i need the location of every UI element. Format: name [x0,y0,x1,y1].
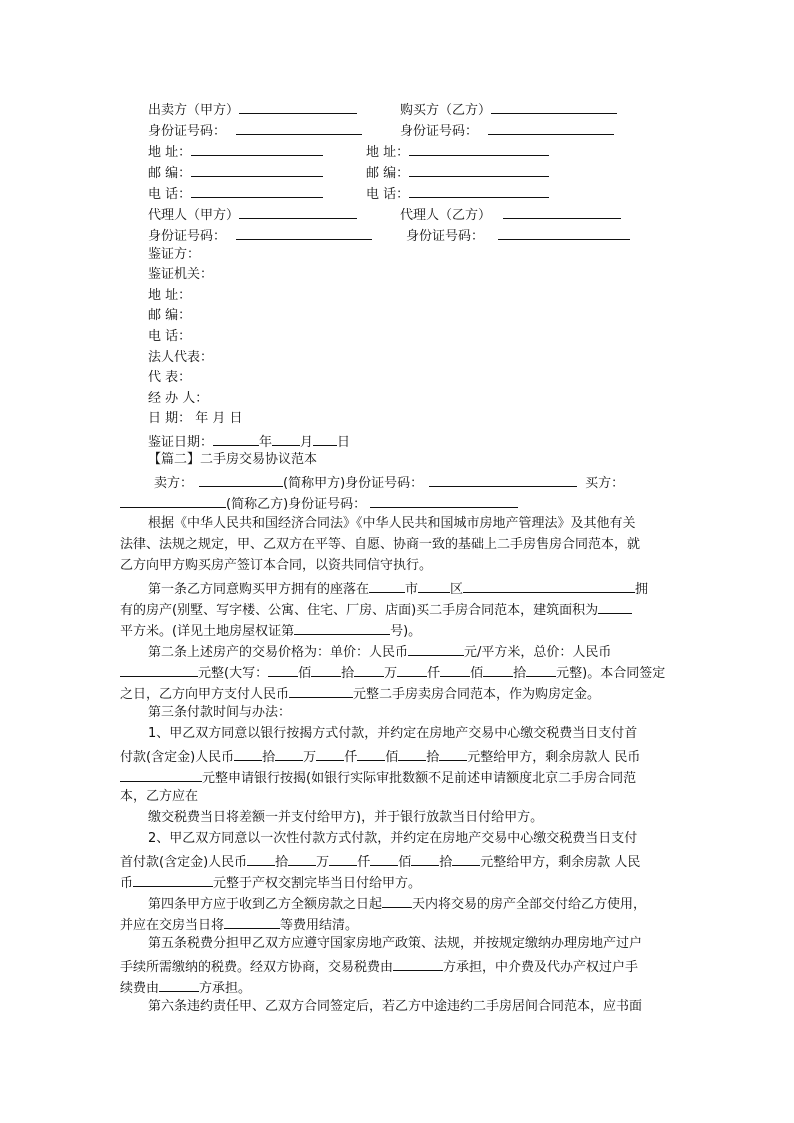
art4-line-2: 并应在交房当日将 等费用结清。 [120,915,358,934]
city-blank[interactable] [369,579,405,593]
fees-blank[interactable] [224,915,280,929]
notary-date: 日 期： 年 月 日 [148,411,243,426]
loan-amount-blank[interactable] [120,768,202,782]
days-blank[interactable] [382,894,412,908]
cap-blank-3[interactable] [354,663,384,677]
art2-line-3: 之日，乙方向甲方支付人民币 元整二手房卖房合同范本，作为购房定金。 [120,684,600,703]
notary-phone: 电 话： [148,329,192,344]
cap-blank-2[interactable] [311,663,341,677]
buyer-name-blank[interactable] [491,100,617,114]
area-blank[interactable] [598,600,632,614]
art3-p2-line-2: 首付款(含定金)人民币 拾 万 仟 佰 拾 元整给甲方，剩余房款 人民 [120,852,640,871]
art1-line-2: 有的房产(别墅、写字楼、公寓、住宅、厂房、店面)买二手房合同范本，建筑面积为 [120,600,632,619]
part2-seller-line: 卖方： (简称甲方)身份证号码： 买方： [154,473,624,492]
art3-p1-line-2: 付款(含定金)人民币 拾 万 仟 佰 拾 元整给甲方，剩余房款人 民币 [120,747,640,766]
buyer-agent-id-label: 身份证号码： [406,226,630,245]
cap-blank-6[interactable] [483,663,513,677]
seller-address-blank[interactable] [191,142,323,156]
seller-id-label: 身份证号码： [148,121,362,140]
p1-blank-2[interactable] [275,747,303,761]
art3-p2-line-3: 币 元整于产权交割完毕当日付给甲方。 [120,873,421,892]
intro-line-2: 法律、法规之规定，甲、乙双方在平等、自愿、协商一致的基础上二手房售房合同范本，就 [120,537,641,552]
buyer-agent-label: 代理人（乙方） [400,205,621,224]
notary-handler: 经 办 人： [148,391,209,406]
p2-blank-3[interactable] [329,852,357,866]
art1-line-1: 第一条乙方同意购买甲方拥有的座落在 市 区 拥 [148,579,648,598]
buyer-phone-label: 电 话： [366,184,549,203]
art3-p1-line-4: 本，乙方应在 [120,789,199,804]
buyer-postcode-blank[interactable] [409,163,549,177]
seller-address-label: 地 址： [148,142,323,161]
art3-p1-line-3: 元整申请银行按揭(如银行实际审批数额不足前述申请额度北京二手房合同范 [120,768,636,787]
buyer-address-blank[interactable] [409,142,549,156]
total-price-blank[interactable] [120,663,198,677]
seller-phone-blank[interactable] [191,184,323,198]
district-blank[interactable] [418,579,450,593]
seller-blank[interactable] [199,473,283,487]
transfer-fee-party-blank[interactable] [159,978,199,992]
seller-agent-id-blank[interactable] [236,226,372,240]
cap-blank-4[interactable] [397,663,427,677]
part2-buyer-line: (简称乙方)身份证号码： [120,494,518,513]
notary-title: 鉴证方： [148,247,201,262]
art2-line-2: 元整(大写： 佰 拾 万 仟 佰 拾 元整)。本合同签定 [120,663,665,682]
notary-address: 地 址： [148,288,192,303]
unit-price-blank[interactable] [408,642,464,656]
buyer-id-blank[interactable] [488,121,614,135]
seller-phone-label: 电 话： [148,184,323,203]
p2-blank-2[interactable] [288,852,316,866]
buyer-postcode-label: 邮 编： [366,163,549,182]
p1-blank-3[interactable] [316,747,344,761]
p1-blank-1[interactable] [234,747,262,761]
verify-month-blank[interactable] [272,432,300,446]
cap-blank-1[interactable] [268,663,298,677]
art4-line-1: 第四条甲方应于收到乙方全额房款之日起 天内将交易的房产全部交付给乙方使用， [148,894,646,913]
p2-blank-4[interactable] [370,852,398,866]
buyer-address-label: 地 址： [366,142,549,161]
seller-postcode-blank[interactable] [191,163,323,177]
buyer-label: 购买方（乙方） [400,100,617,119]
p2-blank-6[interactable] [452,852,480,866]
art3-p1-line-1: 1、甲乙双方同意以银行按揭方式付款，并约定在房地产交易中心缴交税费当日支付首 [148,726,638,741]
seller-postcode-label: 邮 编： [148,163,323,182]
p2-blank-5[interactable] [411,852,439,866]
buyer-agent-id-blank[interactable] [498,226,630,240]
art3-p2-line-1: 2、甲乙双方同意以一次性付款方式付款，并约定在房地产交易中心缴交税费当日支付 [148,831,638,846]
buyer-phone-blank[interactable] [409,184,549,198]
seller-id-number-blank[interactable] [429,473,577,487]
seller-agent-blank[interactable] [239,205,357,219]
notary-postcode: 邮 编： [148,308,192,323]
seller-label: 出卖方（甲方） [148,100,357,119]
notary-rep: 代 表： [148,370,192,385]
notary-agency: 鉴证机关： [148,267,214,282]
art5-line-3: 续费由 方承担。 [120,978,251,997]
buyer-id-number-blank[interactable] [370,494,518,508]
location-blank[interactable] [463,579,635,593]
p2-blank-1[interactable] [247,852,275,866]
art2-line-1: 第二条上述房产的交易价格为：单价：人民币 元/平方米，总价：人民币 [148,642,611,661]
verify-day-blank[interactable] [313,432,337,446]
buyer-blank[interactable] [120,494,226,508]
part2-heading: 【篇二】二手房交易协议范本 [148,452,318,467]
art6-line-1: 第六条违约责任甲、乙双方合同签定后，若乙方中途违约二手房居间合同范本，应书面 [148,999,643,1014]
art5-line-1: 第五条税费分担甲乙双方应遵守国家房地产政策、法规，并按规定缴纳办理房地产过户 [148,936,643,951]
seller-name-blank[interactable] [239,100,357,114]
p1-blank-6[interactable] [439,747,467,761]
verify-date: 鉴证日期： 年 月 日 [148,432,350,451]
p1-blank-5[interactable] [398,747,426,761]
deposit-blank[interactable] [289,684,353,698]
intro-line-1: 根据《中华人民共和国经济合同法》《中华人民共和国城市房地产管理法》及其他有关 [148,516,636,531]
p1-blank-4[interactable] [357,747,385,761]
cap-blank-5[interactable] [440,663,470,677]
art3-p1-line-5: 缴交税费当日将差额一并支付给甲方)，并于银行放款当日付给甲方。 [148,810,544,825]
notary-legal-rep: 法人代表： [148,350,214,365]
seller-id-blank[interactable] [236,121,362,135]
seller-agent-label: 代理人（甲方） [148,205,357,224]
intro-line-3: 乙方向甲方购买房产签订本合同，以资共同信守执行。 [120,558,433,573]
verify-year-blank[interactable] [213,432,259,446]
tax-party-blank[interactable] [393,957,443,971]
cap-blank-7[interactable] [526,663,556,677]
balance-blank[interactable] [133,873,213,887]
art3-title: 第三条付款时间与办法： [148,705,292,720]
certificate-number-blank[interactable] [294,621,390,635]
seller-agent-id-label: 身份证号码： [148,226,372,245]
buyer-agent-blank[interactable] [503,205,621,219]
art1-line-3: 平方米。(详见土地房屋权证第 号)。 [120,621,421,640]
art5-line-2: 手续所需缴纳的税费。经双方协商，交易税费由 方承担，中介费及代办产权过户手 [120,957,638,976]
buyer-id-label: 身份证号码： [400,121,614,140]
